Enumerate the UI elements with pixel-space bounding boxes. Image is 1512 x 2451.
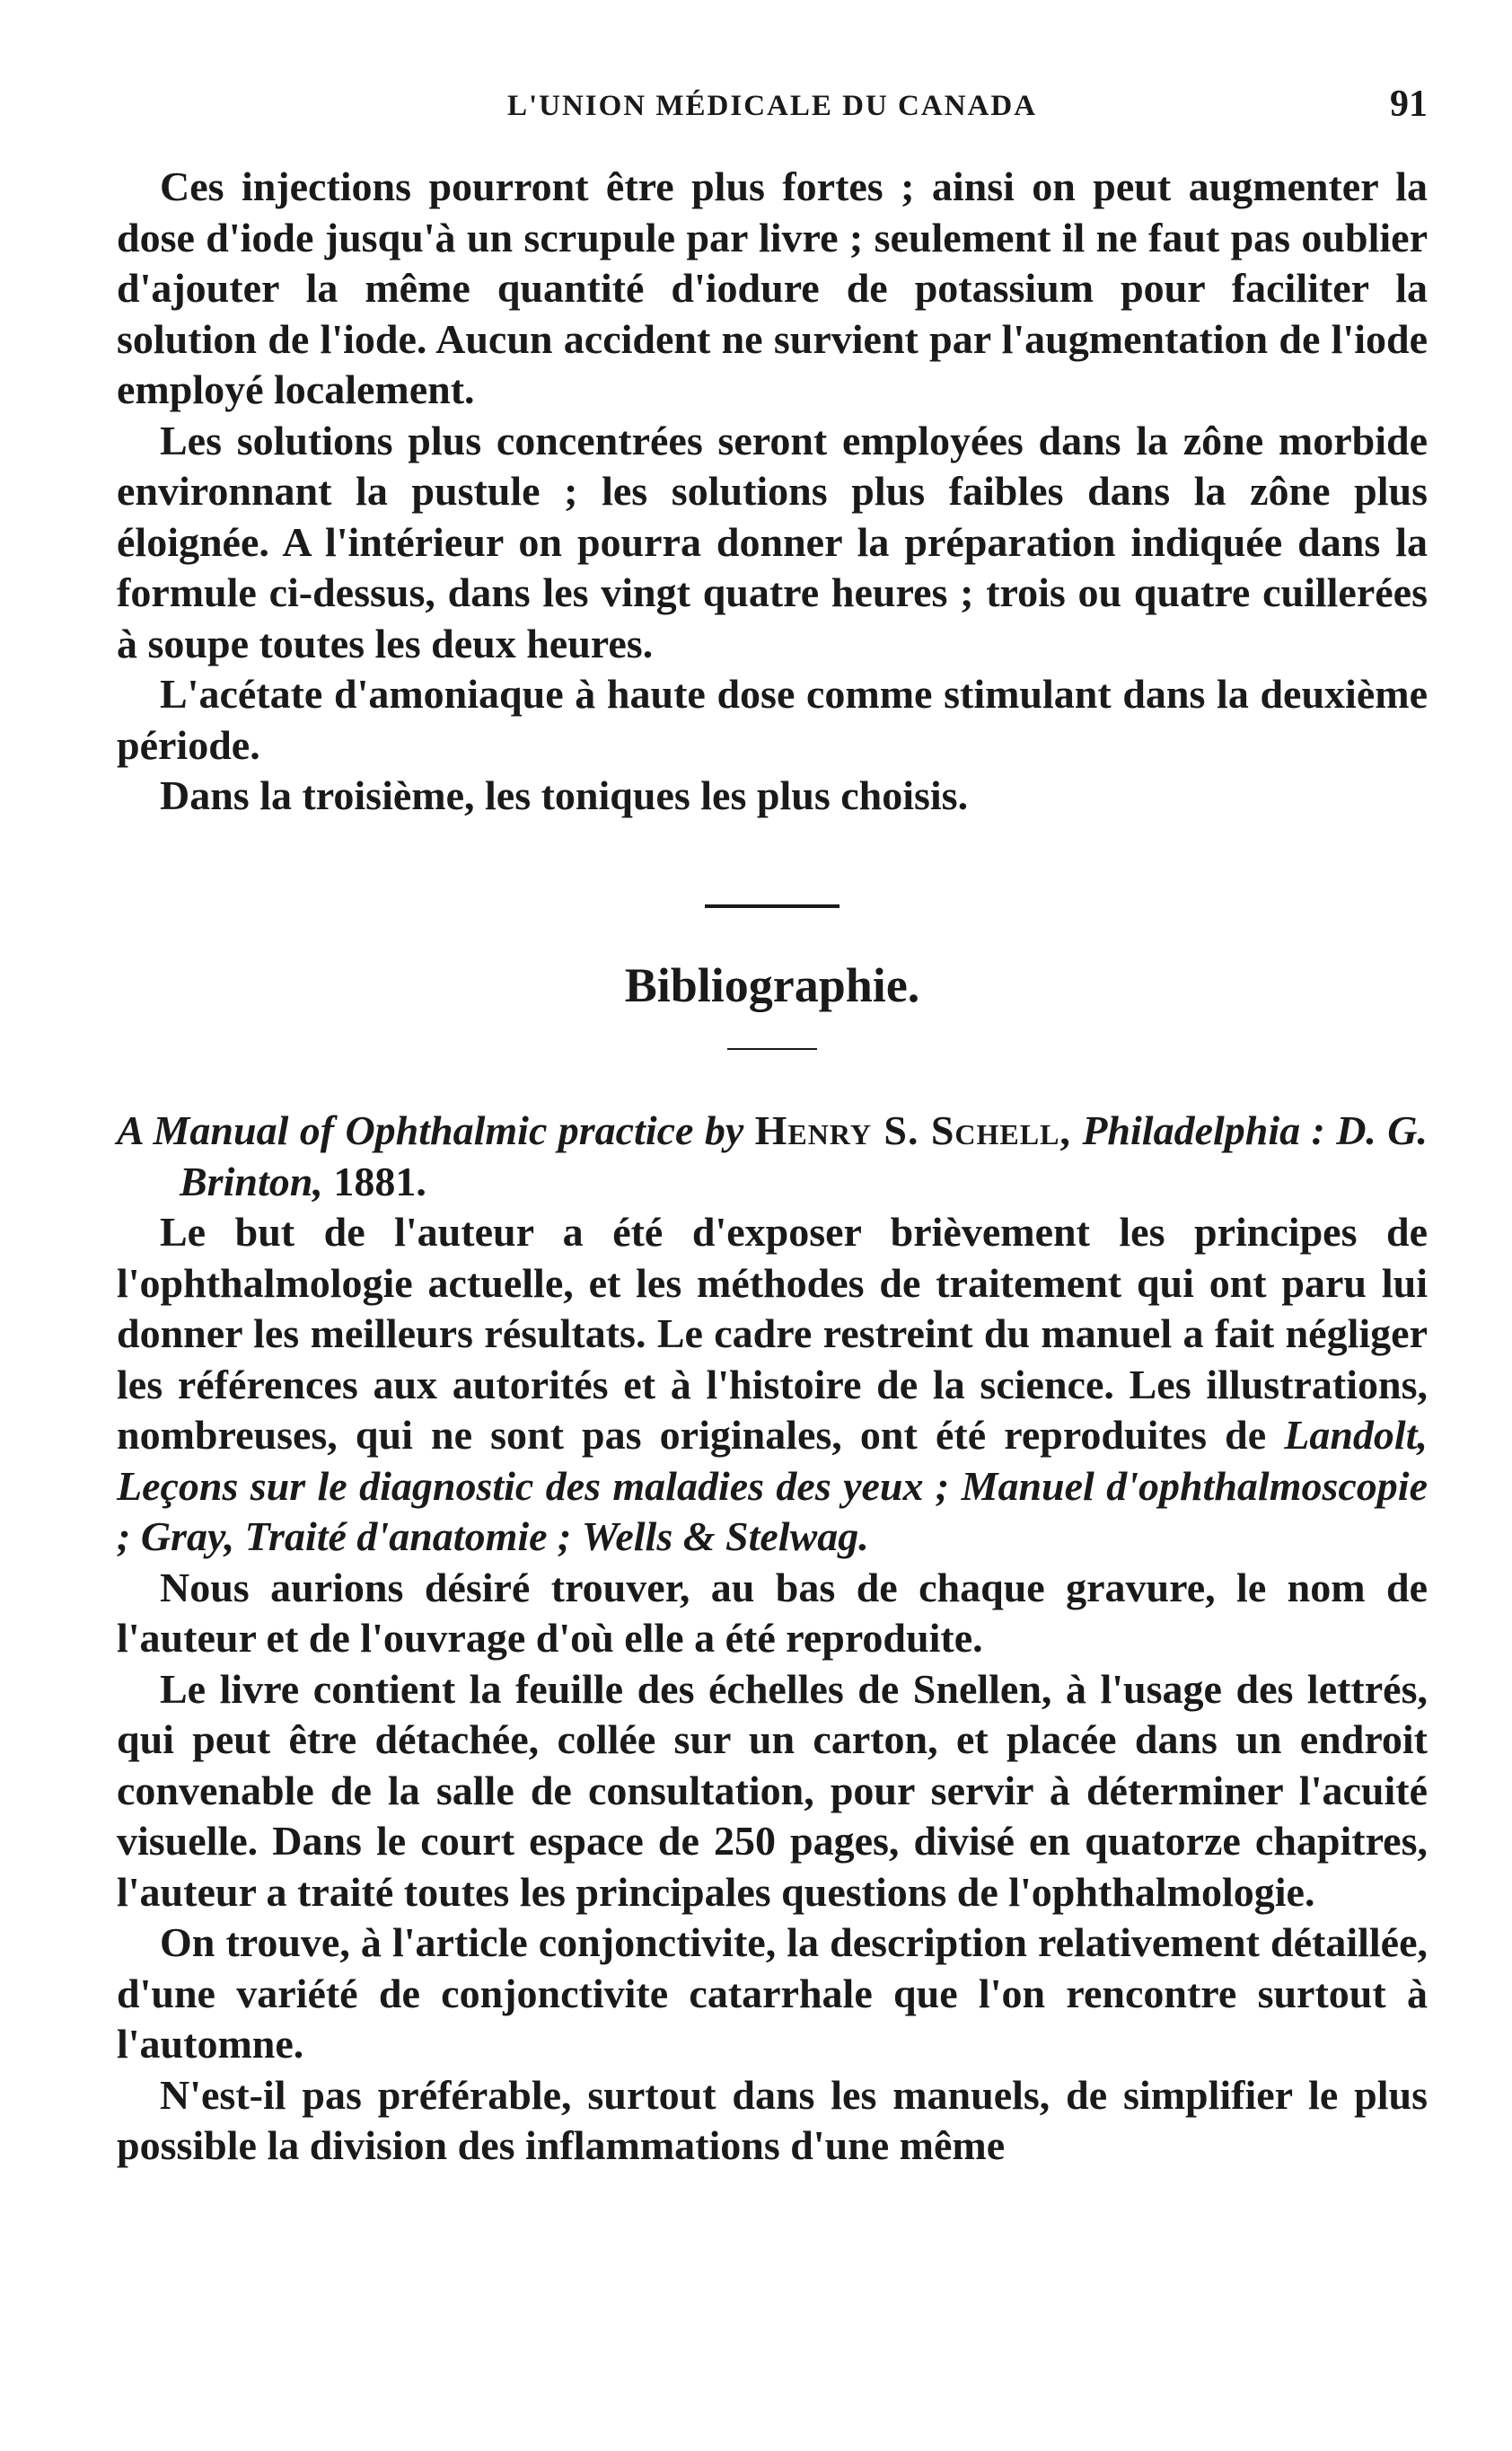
citation-year: 1881. [333, 1158, 426, 1204]
page-number: 91 [1390, 84, 1428, 125]
review-paragraph-2: Nous aurions désiré trouver, au bas de chaque gravure, le nom de l'auteur et de l'ouvrage d'où elle a été reproduite. [117, 1564, 1428, 1661]
section-title: Bibliographie. [624, 957, 920, 1012]
page-body [117, 162, 1428, 2172]
review-ref-manuel: Manuel d'ophthalmoscopie ; [117, 1462, 1428, 1559]
review-paragraph-4: On trouve, à l'article conjonctivite, la description relativement détaillée, d'une variété de conjonctivite catarrhale que l'on rencontre surtout à l'automne. [117, 1919, 1428, 2067]
review-paragraph-5: N'est-il pas préférable, surtout dans les manuels, de simplifier le plus possible la division des inflammations d'une même [117, 2071, 1428, 2168]
review-ref-wells: Wells & Stelwag. [581, 1513, 869, 1559]
paragraph-solutions: Les solutions plus concentrées seront employées dans la zône morbide environnant la pustule ; les solutions plus faibles dans la zône plus éloignée. A l'intérieur on pourra donner la préparation indiquée dans la formule ci-dessus, dans les vingt quatre heures ; trois ou quatre cuillerées à soupe toutes les deux heures. [117, 417, 1428, 666]
citation-title: A Manual of Ophthalmic practice by [117, 1107, 744, 1153]
paragraph-toniques: Dans la troisième, les toniques les plus choisis. [160, 772, 969, 818]
running-title: L'UNION MÉDICALE DU CANADA [506, 90, 1038, 122]
review-ref-gray: Gray, Traité d'anatomie ; [140, 1513, 572, 1559]
page-header [117, 83, 1428, 137]
review-paragraph-1 [117, 1207, 1428, 1563]
paragraph-acetate: L'acétate d'amoniaque à haute dose comme stimulant dans la deuxième période. [117, 671, 1428, 768]
citation-author: Henry S. Schell, [754, 1107, 1071, 1153]
review-paragraph-3: Le livre contient la feuille des échelles de Snellen, à l'usage des lettrés, qui peut être détachée, collée sur un carton, et placée dans un endroit convenable de la salle de consultation, pour servir à déterminer l'acuité visuelle. Dans le court espace de 250 pages, divisé en quatorze chapitres, l'auteur a traité toutes les principales questions de l'ophthalmologie. [117, 1665, 1428, 1915]
review-ref-landolt: Landolt, Leçons sur le diagnostic des maladies des yeux ; [117, 1412, 1428, 1509]
book-citation [117, 1106, 1428, 1207]
paragraph-injections: Ces injections pourront être plus fortes ; ainsi on peut augmenter la dose d'iode jusqu'à un scrupule par livre ; seulement il ne faut pas oublier d'ajouter la même quantité d'iodure de potassium pour faciliter la solution de l'iode. Aucun accident ne survient par l'augmentation de l'iode employé localement. [117, 163, 1428, 412]
citation-publisher: Philadelphia : D. G. Brinton, [180, 1107, 1428, 1204]
review-p1-text: Le but de l'auteur a été d'exposer brièvement les principes de l'ophthalmologie actuelle, et les méthodes de traitement qui ont paru lui donner les meilleurs résultats. Le cadre restreint du manuel a fait négliger les références aux autorités et à l'histoire de la science. Les illustrations, nombreuses, qui ne sont pas originales, ont été reproduites de [117, 1209, 1428, 1458]
